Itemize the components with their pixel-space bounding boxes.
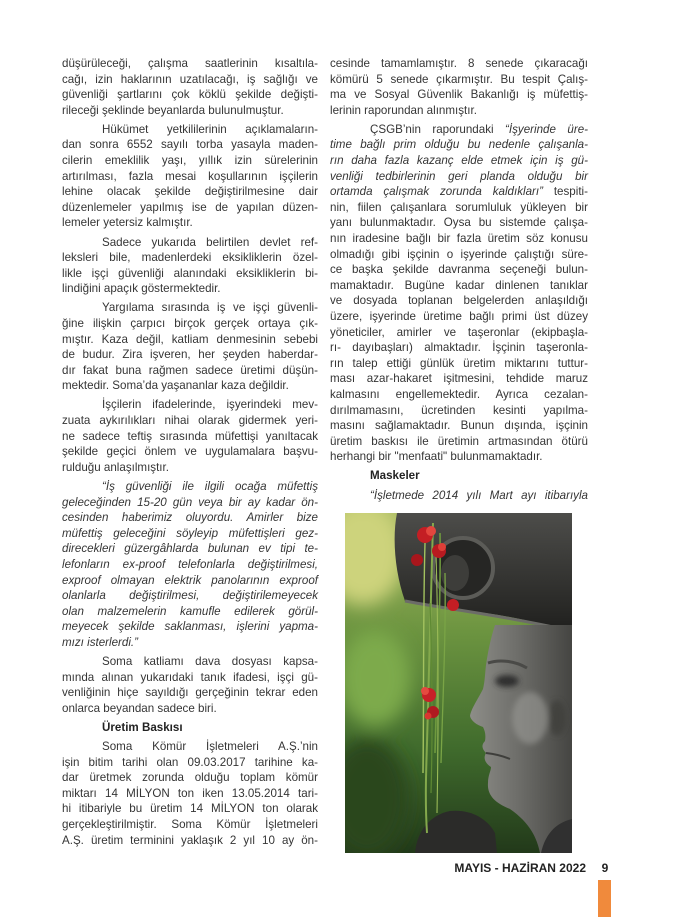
text-line xyxy=(330,122,588,138)
paragraph xyxy=(62,235,318,297)
text-line: olanlarla değiştirilmesi, değiştirilemeyecek xyxy=(62,589,318,603)
text-span: tespiti- xyxy=(542,185,588,199)
text-line: direcekleri güzergâhlarda bulunan ev tipi te- xyxy=(62,542,318,556)
text-line: müfettiş geleceğini söyleyip müfettişleri gez- xyxy=(62,526,318,540)
paragraph xyxy=(62,56,318,118)
text-line: ğine ilişkin çarpıcı birçok gerçek ortaya çık- xyxy=(62,317,318,330)
text-line: olan malzemelerin kamufle edilerek görül- xyxy=(62,604,318,618)
text-line: İşçilerin ifadelerinde, işyerindeki mev- xyxy=(102,398,318,412)
text-line: miktarı 14 MİLYON ton iken 13.05.2014 tari- xyxy=(62,786,318,800)
text-line xyxy=(330,153,588,169)
miner-statue-photo xyxy=(345,513,572,853)
text-line: zuata aykırılıkları nihai olarak gidermek yeri- xyxy=(62,414,318,428)
text-line: gerçekleştirilmiştir. Soma Kömür İşletmeleri xyxy=(62,817,318,831)
text-line: Maskeler xyxy=(370,469,420,483)
text-line: lerinin raporundan alınmıştır. xyxy=(330,103,477,117)
text-line: ce başka şekilde davranma seçeneği bulun- xyxy=(330,263,588,277)
text-line xyxy=(330,184,588,200)
text-line: Üretim Baskısı xyxy=(102,720,183,734)
text-line: lehine olacak şekilde değiştirilmesine dair xyxy=(62,185,318,199)
text-line: Soma Kömür İşletmeleri A.Ş.’nin xyxy=(102,739,318,753)
text-line: nın iradesine bağlı bir fazla üretim söz konusu xyxy=(330,232,588,246)
photo-graphic xyxy=(345,513,572,853)
quote-paragraph xyxy=(330,488,588,504)
left-column xyxy=(62,56,318,852)
text-line: yanı bulunmaktadır. Oysa bu sistemde çalışa- xyxy=(330,216,588,230)
section-heading xyxy=(330,468,588,484)
text-line: ma ve Sosyal Güvenlik Bakanlığı iş müfettiş- xyxy=(330,88,588,102)
text-line: artırılması, fazla mesai koşullarının işçilerin xyxy=(62,169,318,183)
text-line: meyecek şekilde saklanması, işlerini yapma- xyxy=(62,620,318,634)
italic-text: rın daha fazla kazanç elde etmek için iş gü- xyxy=(330,154,588,168)
text-line: Hükümet yetkililerinin açıklamaların- xyxy=(102,122,318,136)
paragraph xyxy=(62,739,318,848)
text-line: dar üretmek zorunda olduğu toplam kömür xyxy=(62,771,318,785)
quote-paragraph xyxy=(62,479,318,651)
text-line: onlarca beyandan sadece biri. xyxy=(62,701,217,715)
text-line: güvenliği şartlarını çok köklü şekilde değişti- xyxy=(62,88,318,102)
text-line xyxy=(330,137,588,153)
text-line: herhangi bir "menfaati" bulunmamaktadır. xyxy=(330,450,543,464)
text-line: mamaktadır. Bugüne kadar dinlenen tanıklar xyxy=(330,278,588,292)
text-line: likle işçi güvenliği alanındaki eksikliklerin bi- xyxy=(62,266,318,280)
text-line: ne sadece teftiş sırasında müfettişi yanıltacak xyxy=(62,429,318,443)
text-line: lemeler yetersiz kalmıştır. xyxy=(62,216,193,230)
text-line: leksleri bile, madenlerdeki eksikliklerin özel- xyxy=(62,251,318,265)
text-line xyxy=(330,169,588,185)
text-line: nin, fiilen çalışanlara sorumluluk yükleyen bir xyxy=(330,200,588,214)
italic-text: “İşyerinde üre- xyxy=(505,122,588,136)
text-line: dan sonra 6552 sayılı torba yasayla maden- xyxy=(62,138,318,152)
page-number: 9 xyxy=(601,861,609,875)
text-line: Sadece yukarıda belirtilen devlet ref- xyxy=(102,235,318,249)
text-line: “İş güvenliği ile ilgili ocağa müfettiş xyxy=(102,479,318,493)
paragraph xyxy=(330,122,588,465)
text-line: mektedir. Soma’da yaşananlar kaza değildir. xyxy=(62,379,289,393)
text-line: üzere, işyerinde üretime bağlı primi üst düzey xyxy=(330,310,588,323)
text-line: geleceğinden 15-20 gün veya bir ay kadar ön- xyxy=(62,495,318,509)
text-line: venliğinin hiçe sayıldığı gerçeğinin tekrar eden xyxy=(62,686,318,700)
section-heading xyxy=(62,720,318,736)
italic-text: venliği tedbirlerinin geri planda olduğu bir xyxy=(330,169,588,183)
accent-bar xyxy=(598,880,611,917)
text-line: olmadığı gibi işçinin o işyerinde çalıştığı süre- xyxy=(330,247,588,261)
text-line: mında alınan yukarıdaki tanık ifadesi, işçi gü- xyxy=(62,670,318,684)
text-line: rın talep ettiği günlük üretim miktarını tuttur- xyxy=(330,356,588,370)
text-line: düzenlemeler yapılmış ise de yapılan düzen- xyxy=(62,200,318,214)
paragraph xyxy=(62,300,318,394)
text-line: masını sağlamaktadır. Bunun dışında, işçinin xyxy=(330,419,588,433)
right-column xyxy=(330,56,588,507)
text-line: de budur. Zira işveren, her şeyden haberdar- xyxy=(62,348,318,362)
text-line: cağı, izin haklarının uzatılacağı, iş sağlığı ve xyxy=(62,72,318,86)
text-line: cilerin emeklilik yaşı, yıllık izin sürelerinin xyxy=(62,154,318,168)
paragraph xyxy=(62,654,318,716)
paragraph xyxy=(62,122,318,231)
text-line: yöneticiler, amirler ve taşeronlar (ekipbaşla- xyxy=(330,325,588,339)
text-line: lindiğini apaçık göstermektedir. xyxy=(62,282,221,296)
text-line: lefonların ex-proof telefonlarla değiştirilmesi, xyxy=(62,557,318,571)
text-line: rı- dayıbaşları) almaktadır. İşçinin taşeronla- xyxy=(330,341,588,355)
text-line: ve dosyada toplanan belgelerden anlaşıldığı xyxy=(330,294,588,308)
text-line: Yargılama sırasında iş ve işçi güvenli- xyxy=(102,301,318,315)
text-line: mızı isterlerdi.” xyxy=(62,635,139,649)
text-span: ÇSGB’nin raporundaki xyxy=(370,122,506,136)
text-line: üretim baskısı ile üretimin artmasından ötürü xyxy=(330,434,588,448)
text-line: dırılmamasını, ücretinden kesinti yapılma- xyxy=(330,403,588,417)
text-line: düşürüleceği, çalışma saatlerinin kısaltıla- xyxy=(62,57,318,70)
text-line: işin bitim tarihi olan 09.03.2017 tarihine ka- xyxy=(62,755,318,769)
text-line: cesinden haberimiz oluyordu. Amirler bize xyxy=(62,511,318,525)
paragraph xyxy=(62,397,318,475)
text-line: cesinde tamamlamıştır. 8 senede çıkaracağı xyxy=(330,57,588,70)
text-line: kalmasını engellemektedir. Ayrıca cezalan- xyxy=(330,387,588,401)
text-line: kömürü 5 senede çıkarmıştır. Bu tespit Çalış- xyxy=(330,72,588,86)
paragraph xyxy=(330,56,588,118)
issue-date: MAYIS - HAZİRAN 2022 xyxy=(454,861,586,875)
text-line: Soma katliamı dava dosyası kapsa- xyxy=(102,654,318,668)
text-line: ması azar-hakaret işitmesini, tehdide maruz xyxy=(330,372,588,386)
text-line: mıştır. Kaza değil, katliam denmesinin sebebi xyxy=(62,332,318,346)
italic-text: time bağlı prim olduğu bu nedenle çalışanla- xyxy=(330,138,588,152)
text-line: dır fakat buna rağmen sadece üretimi düşün- xyxy=(62,363,318,377)
text-line: “İşletmede 2014 yılı Mart ayı itibarıyla xyxy=(370,488,588,502)
text-line: hi itibariyle bu üretim 14 MİLYON ton olarak xyxy=(62,802,318,816)
text-line: exproof olmayan elektrik panolarının exproof xyxy=(62,573,318,587)
text-line: şekilde geçici önlem ve uygulamalara başvu- xyxy=(62,445,318,459)
text-line: rileceği şeklinde beyanlarda bulunulmuştur. xyxy=(62,103,284,117)
text-line: A.Ş. üretim terminini yaklaşık 2 yıl 10 ay ön- xyxy=(62,833,318,847)
italic-text: ortamda çalışmak zorunda kaldıkları” xyxy=(330,185,543,199)
text-line: rulduğu anlaşılmıştır. xyxy=(62,460,169,474)
